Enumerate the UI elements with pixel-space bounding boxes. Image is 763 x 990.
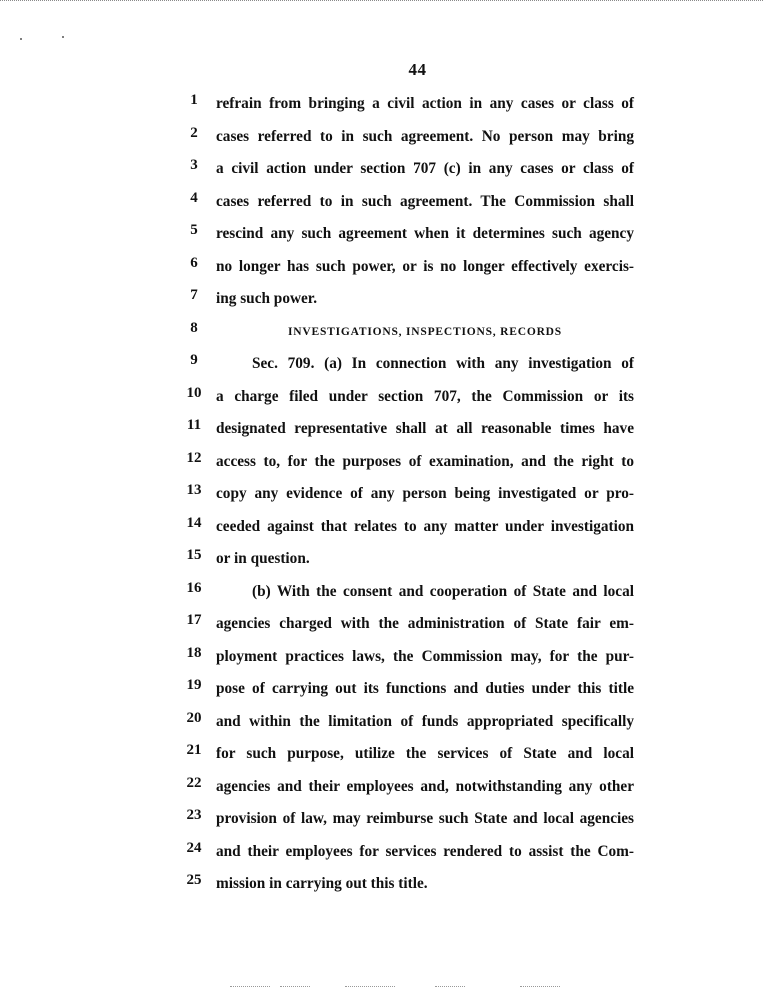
- line-number: 8: [190, 319, 198, 336]
- line-text: access to, for the purposes of examination, and the right to: [216, 452, 634, 470]
- line-text: agencies and their employees and, notwithstanding any other: [216, 777, 634, 795]
- line-text: and within the limitation of funds appropriated specifically: [216, 712, 634, 730]
- line-text: refrain from bringing a civil action in any cases or class of: [216, 95, 634, 112]
- text-line: [0, 710, 763, 734]
- line-text: and their employees for services rendered to assist the Com-: [216, 842, 634, 860]
- line-text: for such purpose, utilize the services of State and local: [216, 745, 634, 762]
- line-text: copy any evidence of any person being investigated or pro-: [216, 485, 634, 502]
- scan-speck: [62, 36, 64, 38]
- text-line: [0, 417, 763, 441]
- line-text: ployment practices laws, the Commission may, for the pur-: [216, 647, 634, 665]
- line-number: 15: [186, 547, 202, 563]
- line-number: 13: [186, 482, 202, 498]
- text-line: [0, 775, 763, 799]
- page-bottom-edge: [435, 986, 465, 987]
- line-number: 18: [186, 644, 202, 661]
- text-line: [0, 547, 763, 571]
- text-line: [0, 580, 763, 604]
- line-number: 14: [186, 514, 202, 531]
- section-heading: INVESTIGATIONS, INSPECTIONS, RECORDS: [288, 325, 562, 338]
- line-number: 24: [186, 839, 202, 856]
- line-number: 5: [190, 222, 198, 238]
- line-number: 21: [186, 742, 202, 758]
- text-line: [0, 255, 763, 279]
- line-number: 11: [186, 417, 202, 433]
- text-line: [0, 190, 763, 214]
- line-text: (b) With the consent and cooperation of State and local: [252, 582, 634, 600]
- line-text: agencies charged with the administration of State fair em-: [216, 615, 634, 632]
- text-line: [0, 742, 763, 766]
- line-text: cases referred to in such agreement. The Commission shall: [216, 192, 634, 210]
- page-top-edge: [0, 0, 763, 1]
- text-line: [0, 612, 763, 636]
- page-bottom-edge: [520, 986, 560, 987]
- line-text: no longer has such power, or is no longer effectively exercis-: [216, 257, 634, 275]
- line-text: designated representative shall at all reasonable times have: [216, 420, 634, 437]
- line-number: 1: [190, 92, 198, 108]
- text-line: [0, 872, 763, 896]
- line-number: 9: [190, 352, 198, 368]
- line-number: 3: [190, 157, 198, 173]
- line-number: 12: [186, 449, 202, 466]
- text-line: [0, 450, 763, 474]
- page-bottom-edge: [345, 986, 395, 987]
- text-line: [0, 352, 763, 376]
- text-line: [0, 482, 763, 506]
- line-text: provision of law, may reimburse such State and local agencies: [216, 810, 634, 827]
- text-line: [0, 807, 763, 831]
- page-bottom-edge: [280, 986, 310, 987]
- line-number: 20: [186, 709, 202, 726]
- line-number: 17: [186, 612, 202, 628]
- text-line: [0, 157, 763, 181]
- line-text: a charge filed under section 707, the Commission or its: [216, 387, 634, 405]
- page-number: 44: [408, 60, 427, 79]
- line-text: a civil action under section 707 (c) in any cases or class of: [216, 160, 634, 177]
- line-text: ing such power.: [216, 290, 318, 307]
- line-text: mission in carrying out this title.: [216, 875, 428, 892]
- text-line: [0, 92, 763, 116]
- text-line: [0, 840, 763, 864]
- text-line: [0, 320, 763, 344]
- text-line: [0, 222, 763, 246]
- text-line: [0, 287, 763, 311]
- line-text: pose of carrying out its functions and duties under this title: [216, 680, 634, 697]
- line-number: 2: [190, 124, 198, 141]
- scan-speck: [20, 38, 22, 40]
- line-number: 19: [186, 677, 202, 693]
- line-text: or in question.: [216, 550, 310, 567]
- line-text: cases referred to in such agreement. No person may bring: [216, 127, 634, 145]
- text-line: [0, 515, 763, 539]
- line-text: rescind any such agreement when it determines such agency: [216, 225, 634, 242]
- line-text: ceeded against that relates to any matter under investigation: [216, 517, 634, 535]
- text-line: [0, 645, 763, 669]
- page-bottom-edge: [230, 986, 270, 987]
- line-number: 25: [186, 872, 202, 888]
- line-number: 7: [190, 287, 198, 303]
- text-line: [0, 385, 763, 409]
- line-number: 22: [186, 774, 202, 791]
- line-number: 6: [190, 254, 198, 271]
- line-number: 10: [186, 384, 202, 401]
- line-text: Sec. 709. (a) In connection with any investigation of: [252, 355, 634, 372]
- text-line: [0, 677, 763, 701]
- line-number: 4: [190, 189, 198, 206]
- line-number: 23: [186, 807, 202, 823]
- text-line: [0, 125, 763, 149]
- line-number: 16: [186, 579, 202, 596]
